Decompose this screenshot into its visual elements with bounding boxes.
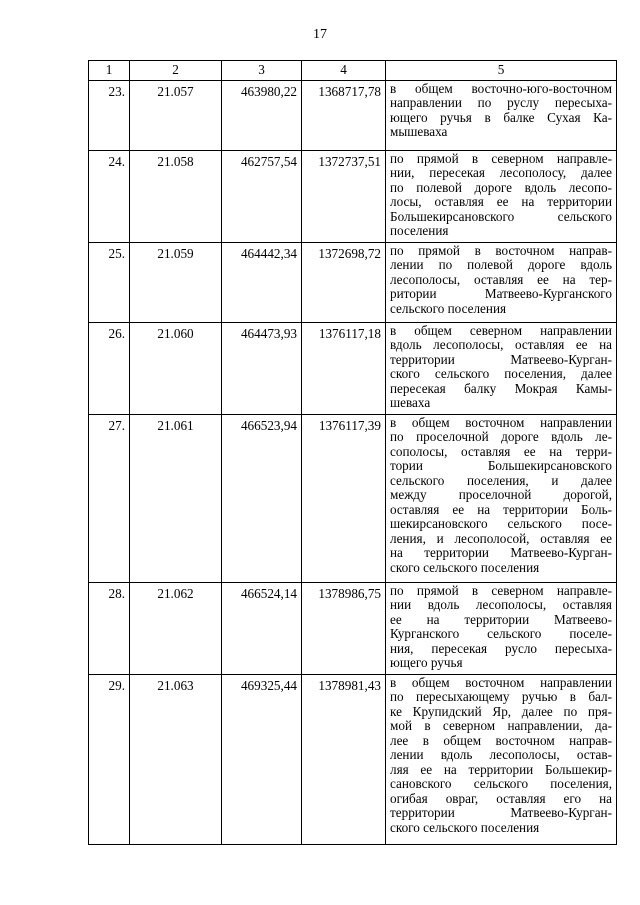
table-row <box>89 674 617 844</box>
point-code: 21.059 <box>130 242 222 322</box>
description-line: поселения <box>390 223 449 238</box>
header-row <box>89 61 617 81</box>
description-line: пересекая балку Мокрая Камы- <box>390 380 612 396</box>
description-line: ритории Матвеево-Курганского <box>390 286 612 301</box>
description-line: вдоль лесополосы, оставляя ее на <box>390 337 612 352</box>
description-line: ления, и лесополосой, оставляя ее <box>390 530 612 546</box>
x-coordinate: 466524,14 <box>222 582 302 674</box>
boundary-description <box>386 414 617 582</box>
description-line: направлении по руслу пересыха- <box>390 95 612 110</box>
header-cell: 3 <box>222 61 302 81</box>
description-line: ского сельского поселения, далее <box>390 366 612 381</box>
row-number: 24. <box>89 150 130 242</box>
header-cell: 5 <box>386 61 617 81</box>
description-line: лосы, оставляя ее на территории <box>390 194 612 209</box>
page-number: 17 <box>313 27 327 42</box>
description-line: ее на территории Матвеево- <box>390 611 612 627</box>
description-line: сельского поселения <box>390 300 507 316</box>
boundary-description <box>386 674 617 844</box>
x-coordinate: 469325,44 <box>222 674 302 844</box>
point-code: 21.057 <box>130 80 222 150</box>
y-coordinate: 1376117,39 <box>302 414 386 582</box>
description-line: по прямой в северном направле- <box>390 582 612 598</box>
description-line: огибая овраг, оставляя его на <box>390 790 612 806</box>
description-line: ющего ручья в балке Сухая Ка- <box>390 109 612 125</box>
boundary-description <box>386 242 617 322</box>
row-number: 27. <box>89 414 130 582</box>
boundary-description <box>386 80 617 150</box>
description-line: в общем восточно-юго-восточном <box>390 80 612 96</box>
description-line: в общем восточном направлении <box>390 674 612 690</box>
point-code: 21.061 <box>130 414 222 582</box>
description-line: по прямой в северном направле- <box>390 150 612 166</box>
description-line: сополосы, оставляя ее на терри- <box>390 443 612 459</box>
description-line: сельского поселения, и далее <box>390 472 612 488</box>
boundary-description <box>386 150 617 242</box>
boundary-description <box>386 322 617 414</box>
y-coordinate: 1372698,72 <box>302 242 386 322</box>
description-line: ского сельского поселения <box>390 559 540 575</box>
y-coordinate: 1378986,75 <box>302 582 386 674</box>
point-code: 21.062 <box>130 582 222 674</box>
table-row <box>89 150 617 242</box>
header-cell: 1 <box>89 61 130 81</box>
table-body <box>89 80 617 844</box>
description-line: шекирсановского сельского посе- <box>390 516 612 531</box>
point-code: 21.058 <box>130 150 222 242</box>
table-row <box>89 322 617 414</box>
description-line: Большекирсановского сельского <box>390 208 612 224</box>
row-number: 29. <box>89 674 130 844</box>
x-coordinate: 464442,34 <box>222 242 302 322</box>
y-coordinate: 1368717,78 <box>302 80 386 150</box>
y-coordinate: 1376117,18 <box>302 322 386 414</box>
description-line: между проселочной дорогой, <box>390 487 612 502</box>
x-coordinate: 463980,22 <box>222 80 302 150</box>
y-coordinate: 1372737,51 <box>302 150 386 242</box>
row-number: 28. <box>89 582 130 674</box>
table-row <box>89 242 617 322</box>
row-number: 25. <box>89 242 130 322</box>
description-line: по полевой дороге вдоль лесопо- <box>390 179 612 195</box>
description-line: по пересыхающему ручью в бал- <box>390 689 612 704</box>
description-line: нии, пересекая лесополосу, далее <box>390 165 612 180</box>
point-code: 21.063 <box>130 674 222 844</box>
description-line: территории Матвеево-Курган- <box>390 805 612 820</box>
description-line: оставляя ее на территории Боль- <box>390 501 612 517</box>
description-line: сановского сельского поселения, <box>390 776 612 791</box>
x-coordinate: 464473,93 <box>222 322 302 414</box>
description-line: ке Крупидский Яр, далее по пря- <box>390 703 612 719</box>
boundary-table <box>88 60 617 845</box>
description-line: в общем северном направлении <box>390 322 612 338</box>
description-line: лесополосы, оставляя ее на тер- <box>390 271 612 287</box>
description-line: мой в северном направлении, да- <box>390 718 612 733</box>
description-line: нии вдоль лесополосы, оставляя <box>390 597 612 612</box>
x-coordinate: 466523,94 <box>222 414 302 582</box>
description-line: лении вдоль лесополосы, остав- <box>390 747 612 762</box>
description-line: Курганского сельского поселе- <box>390 626 612 641</box>
description-line: шеваха <box>390 395 431 410</box>
description-line: по проселочной дороге вдоль ле- <box>390 429 612 444</box>
description-line: территории Матвеево-Курган- <box>390 351 612 367</box>
table-row <box>89 582 617 674</box>
description-line: на территории Матвеево-Курган- <box>390 545 612 560</box>
description-line: тории Большекирсановского <box>390 458 612 473</box>
description-line: ского сельского поселения <box>390 819 540 835</box>
description-line: в общем восточном направлении <box>390 414 612 430</box>
row-number: 26. <box>89 322 130 414</box>
header-cell: 4 <box>302 61 386 81</box>
description-line: лении по полевой дороге вдоль <box>390 257 612 272</box>
description-line: ляя ее на территории Большекир- <box>390 761 612 777</box>
point-code: 21.060 <box>130 322 222 414</box>
boundary-description <box>386 582 617 674</box>
description-line: мышеваха <box>390 124 448 139</box>
row-number: 23. <box>89 80 130 150</box>
y-coordinate: 1378981,43 <box>302 674 386 844</box>
description-line: ющего ручья <box>390 655 463 670</box>
header-cell: 2 <box>130 61 222 81</box>
description-line: ния, пересекая русло пересыха- <box>390 640 612 656</box>
table-row <box>89 414 617 582</box>
description-line: лее в общем восточном направ- <box>390 732 612 748</box>
x-coordinate: 462757,54 <box>222 150 302 242</box>
table-row <box>89 80 617 150</box>
description-line: по прямой в восточном направ- <box>390 242 612 258</box>
